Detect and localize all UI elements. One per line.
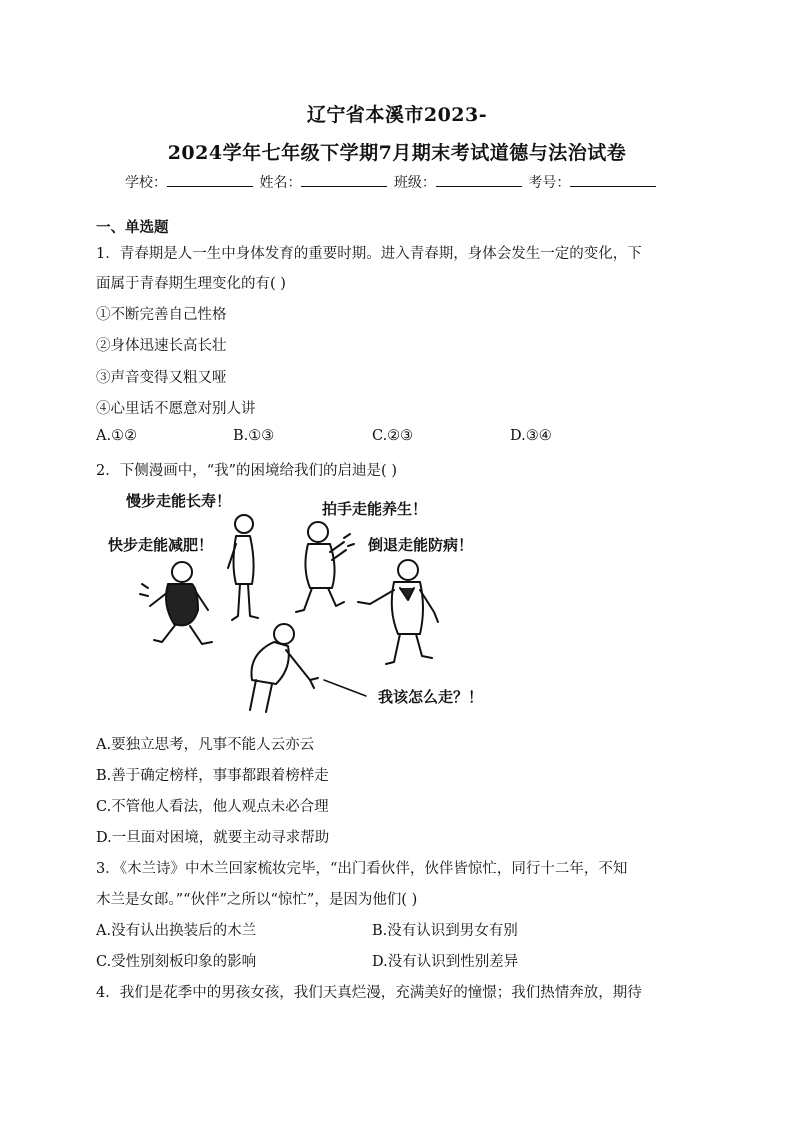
q1-option-a: A.①②: [96, 428, 138, 444]
section-title: 一、单选题: [96, 219, 169, 236]
school-label: 学校：: [125, 175, 167, 191]
bubble-how-should-i-walk: 我该怎么走？！: [378, 688, 484, 706]
name-label: 姓名：: [259, 175, 302, 191]
exam-title-line2: 2024学年七年级下学期7月期末考试道德与法治试卷: [167, 142, 627, 164]
bubble-slow-walk: 慢步走能长寿！: [126, 492, 232, 510]
cartoon-figure-confused-me: [250, 624, 318, 712]
q1-option-d: D.③④: [510, 428, 552, 444]
q2-option-c: C.不管他人看法，他人观点未必合理: [96, 799, 329, 815]
q3-stem-line1: 3．《木兰诗》中木兰回家梳妆完毕，“出门看伙伴，伙伴皆惊忙，同行十二年，不知: [96, 861, 628, 877]
bubble-fast-walk: 快步走能减肥！: [108, 536, 214, 554]
name-blank: [301, 174, 387, 187]
q1-option-c: C.②③: [372, 428, 414, 444]
q1-item-2: ②身体迅速长高长壮: [96, 338, 227, 354]
school-blank: [167, 174, 253, 187]
q3-option-d: D.没有认识到性别差异: [372, 954, 519, 970]
q2-option-a: A.要独立思考，凡事不能人云亦云: [96, 737, 315, 753]
class-label: 班级：: [393, 175, 436, 191]
exam-number-label: 考号：: [528, 175, 571, 191]
q1-stem-line2: 面属于青春期生理变化的有( ): [96, 276, 286, 292]
q1-stem-line1: 1．青春期是人一生中身体发育的重要时期。进入青春期，身体会发生一定的变化，下: [96, 246, 642, 262]
q3-option-b: B.没有认识到男女有别: [372, 923, 518, 939]
cartoon-figure-fast-walker: [140, 562, 212, 644]
q3-option-c: C.受性别刻板印象的影响: [96, 954, 257, 970]
student-info-row: [125, 172, 685, 192]
q2-stem: 2．下侧漫画中，“我”的困境给我们的启迪是( ): [96, 463, 397, 479]
bubble-backward-walk: 倒退走能防病！: [368, 536, 474, 554]
cartoon-figure-slow-walker: [228, 515, 258, 620]
q1-item-4: ④心里话不愿意对别人讲: [96, 401, 256, 417]
q3-stem-line2: 木兰是女郎。”“伙伴”之所以“惊忙”，是因为他们( ): [96, 892, 418, 908]
q1-option-b: B.①③: [233, 428, 275, 444]
q2-option-d: D.一旦面对困境，就要主动寻求帮助: [96, 830, 330, 846]
q4-stem-line1: 4．我们是花季中的男孩女孩，我们天真烂漫，充满美好的憧憬；我们热情奔放，期待: [96, 985, 642, 1001]
exam-number-blank: [570, 174, 656, 187]
q1-item-1: ①不断完善自己性格: [96, 307, 227, 323]
exam-title-line1: 辽宁省本溪市2023-: [306, 104, 488, 126]
q2-cartoon: [96, 484, 516, 714]
q2-option-b: B.善于确定榜样，事事都跟着榜样走: [96, 768, 329, 784]
cartoon-figure-clapping-walker: [296, 522, 354, 612]
q3-option-a: A.没有认出换装后的木兰: [96, 923, 257, 939]
bubble-clap-walk: 拍手走能养生！: [322, 500, 428, 518]
class-blank: [436, 174, 522, 187]
q1-item-3: ③声音变得又粗又哑: [96, 370, 227, 386]
cartoon-figure-backward-walker: [358, 560, 438, 664]
